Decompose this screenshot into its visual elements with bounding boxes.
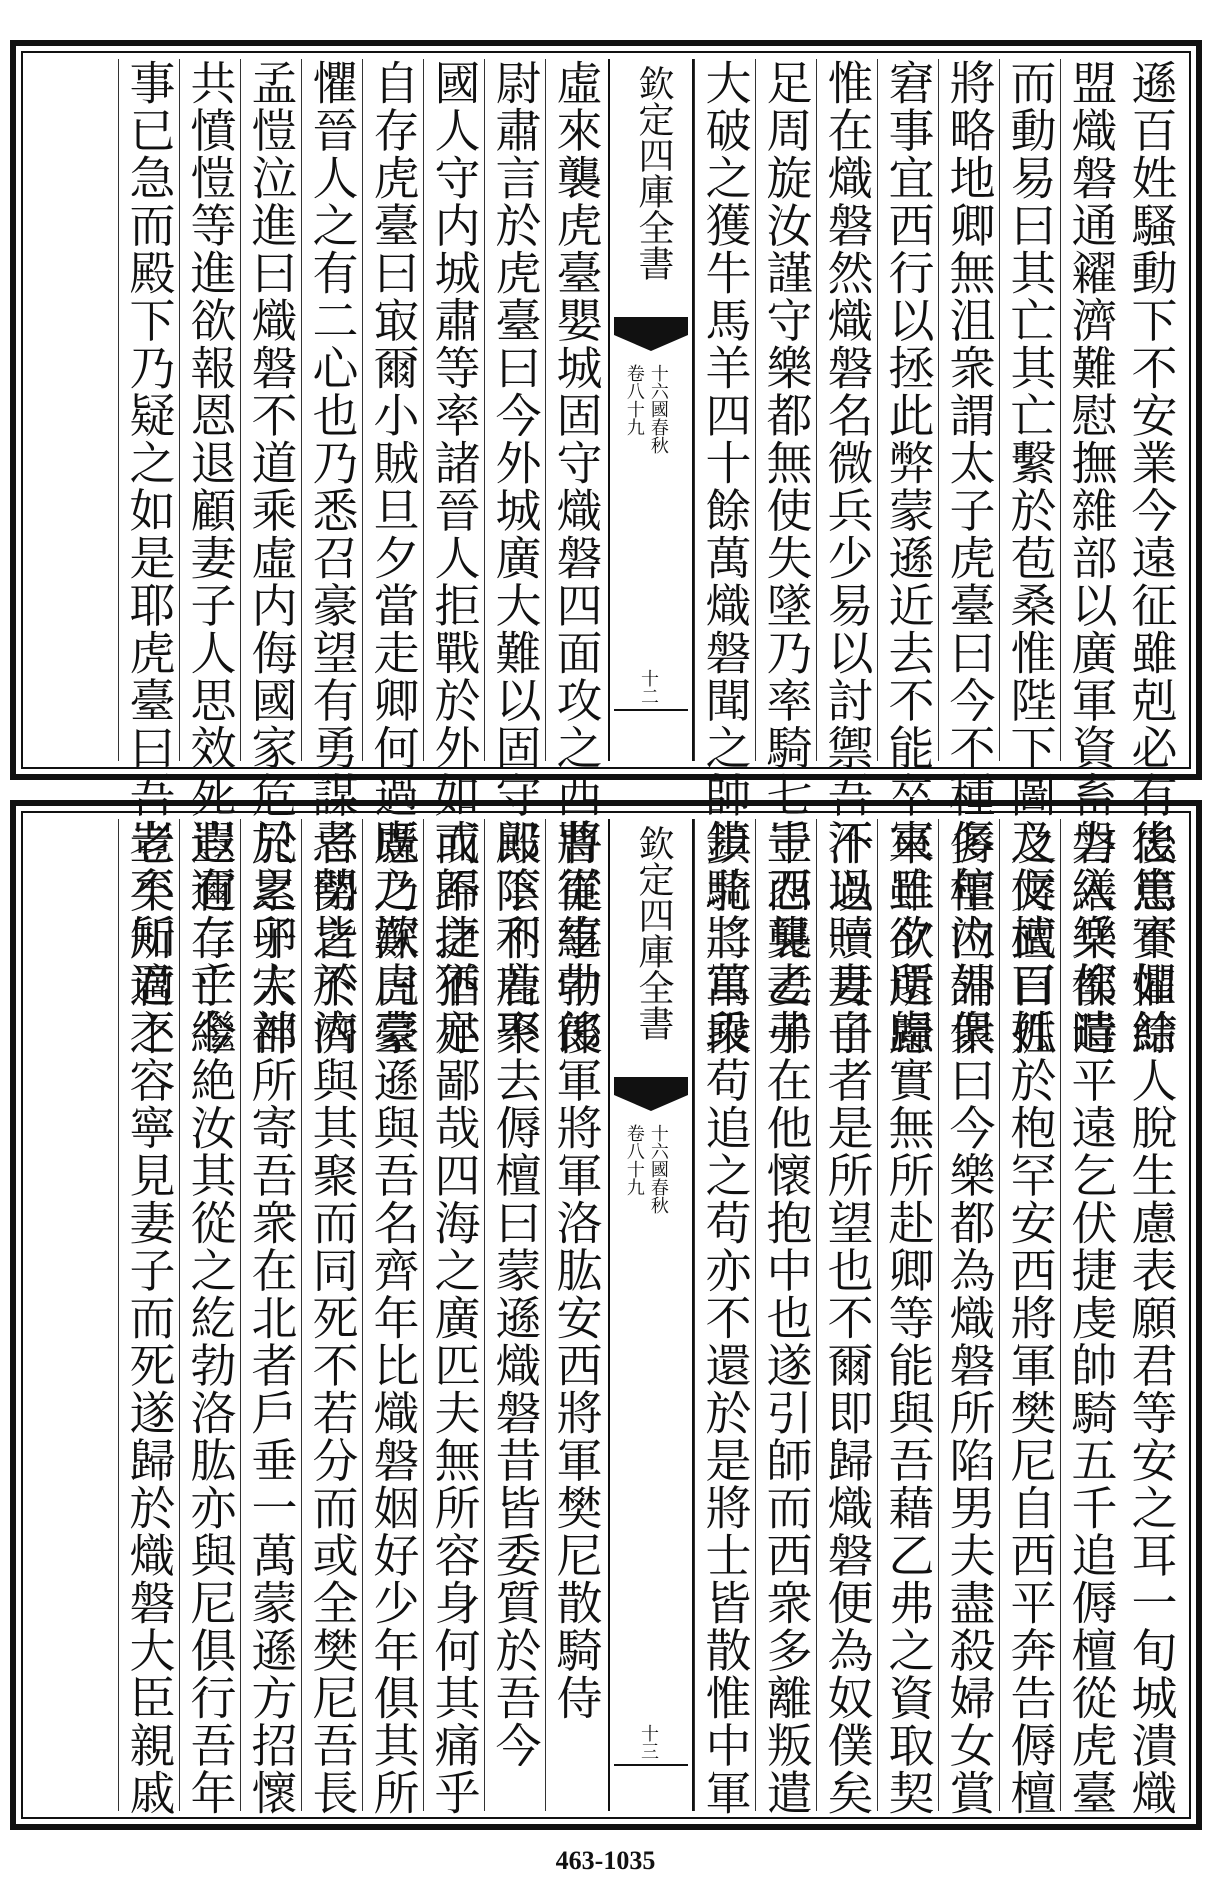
page-code: 463-1035 <box>555 1846 656 1875</box>
book-title: 欽定四庫全書 <box>633 825 674 1041</box>
page-lower-frame <box>21 811 1191 1819</box>
text-column: 國人守内城肅等率諸晉人拒戰於外如或不捷猶足 <box>423 59 485 761</box>
page-lower <box>10 800 1202 1830</box>
text-column: 將略地卿無沮衆謂太子虎臺曰今不種多年内外俱 <box>938 59 1000 761</box>
volume-label: 卷八十九 <box>623 364 645 436</box>
text-column: 忌勢皆不濟與其聚而同死不若分而或全樊尼吾長 <box>301 819 363 1811</box>
folio-rule <box>614 709 688 711</box>
text-column: 郎陰利鹿不去傉檀曰蒙遜熾磐昔皆委質於吾今 <box>484 819 546 1811</box>
text-column: 磐入樂都遣平遠乞伏捷虔帥騎五千追傉檀從虎臺 <box>1060 819 1122 1811</box>
text-column: 兄之子宗部所寄吾衆在北者戶垂一萬蒙遜方招懷 <box>240 819 302 1811</box>
text-column: 鎮北將軍段苟追之苟亦不還於是將士皆散惟中軍 <box>694 819 756 1811</box>
fish-tail-mark-icon <box>614 317 688 351</box>
fish-tail-mark-icon <box>614 1077 688 1111</box>
text-column: 遐邇存亡繼絶汝其從之紇勃洛肱亦與尼俱行吾年 <box>179 819 241 1811</box>
text-column: 及文武百姓於枹罕安西將軍樊尼自西平奔告傉檀 <box>999 819 1061 1811</box>
text-column: 而動易曰其亡其亡繫於苞桑惟陛下圖之傉檀曰孤 <box>999 59 1061 761</box>
text-column: 盟熾磐通糴濟難慰撫雜部以廣軍資畜力繕兵俟時 <box>1060 59 1122 761</box>
text-column: 將軍紇勃後軍將軍洛肱安西將軍樊尼散騎侍 <box>545 819 607 1811</box>
book-subtitle: 十六國春秋 <box>647 1124 669 1214</box>
volume-label: 卷八十九 <box>623 1124 645 1196</box>
text-column: 老矣所適不容寧見妻子而死遂歸於熾磐大臣親戚 <box>118 819 180 1811</box>
text-column: 忠篤實懼餘人脫生慮表願君等安之耳一旬城潰熾 <box>1124 819 1179 1817</box>
text-column: 傉檀泣謂衆曰今樂都為熾磐所陷男夫盡殺婦女賞 <box>938 819 1000 1811</box>
book-subtitle: 十六國春秋 <box>647 364 669 454</box>
text-column: 遜百姓騷動下不安業今遠征雖剋必有後患不如結 <box>1124 59 1179 1057</box>
text-column: 事已急而殿下乃疑之如是耶虎臺曰吾豈不知君之 <box>118 59 180 761</box>
text-column: 窘事宜西行以拯此弊蒙遜近去不能卒來旦夕所慮 <box>877 59 939 761</box>
center-band <box>608 819 694 1811</box>
text-column: 尉肅言於虎臺曰今外城廣大難以固守殿下不若聚 <box>484 59 546 761</box>
folio-number: 十三 <box>638 1724 659 1760</box>
text-column: 大破之獲牛馬羊四十餘萬熾磐聞之帥步騎二萬乘 <box>694 59 756 761</box>
page-upper <box>10 40 1202 1057</box>
text-column: 共憤愷等進欲報恩退顧妻子人思效死豈有二乎今 <box>179 59 241 761</box>
center-band <box>608 59 694 761</box>
folio-number: 十二 <box>638 669 659 705</box>
folio-rule <box>614 1764 688 1766</box>
page-upper-frame <box>21 51 1191 1057</box>
text-column: 足周旋汝謹守樂都無使失墜乃率騎七千西襲乙弗 <box>755 59 817 761</box>
text-column: 惟在熾磐然熾磐名微兵少易以討禦吾不過一月自 <box>816 59 878 761</box>
book-title: 欽定四庫全書 <box>633 65 674 281</box>
text-column: 懼晉人之有二心也乃悉召豪望有勇謀者閉之於内 <box>301 59 363 761</box>
text-column: 既乃歎曰蒙遜與吾名齊年比熾磐姻好少年俱其所 <box>362 819 424 1811</box>
text-column: 豈忍見妻子在他懷抱中也遂引師而西衆多離叛遣 <box>755 819 817 1811</box>
text-column: 自存虎臺曰㝡爾小賊旦夕當走卿何過慮之深虎臺 <box>362 59 424 761</box>
text-column: 孟愷泣進曰熾磐不道乘虛内侮國家危於累卵人神 <box>240 59 302 761</box>
text-column: 汗以贖妻子者是所望也不爾即歸熾磐便為奴僕矣 <box>816 819 878 1811</box>
text-column: 而歸之不亦鄙哉四海之廣匹夫無所容身何其痛乎 <box>423 819 485 1811</box>
text-column: 軍雖欲還歸實無所赴卿等能與吾藉乙弗之資取契 <box>877 819 939 1811</box>
text-column: 虛來襲虎臺嬰城固守熾磐四面攻之西曹從事中郎 <box>545 59 607 761</box>
